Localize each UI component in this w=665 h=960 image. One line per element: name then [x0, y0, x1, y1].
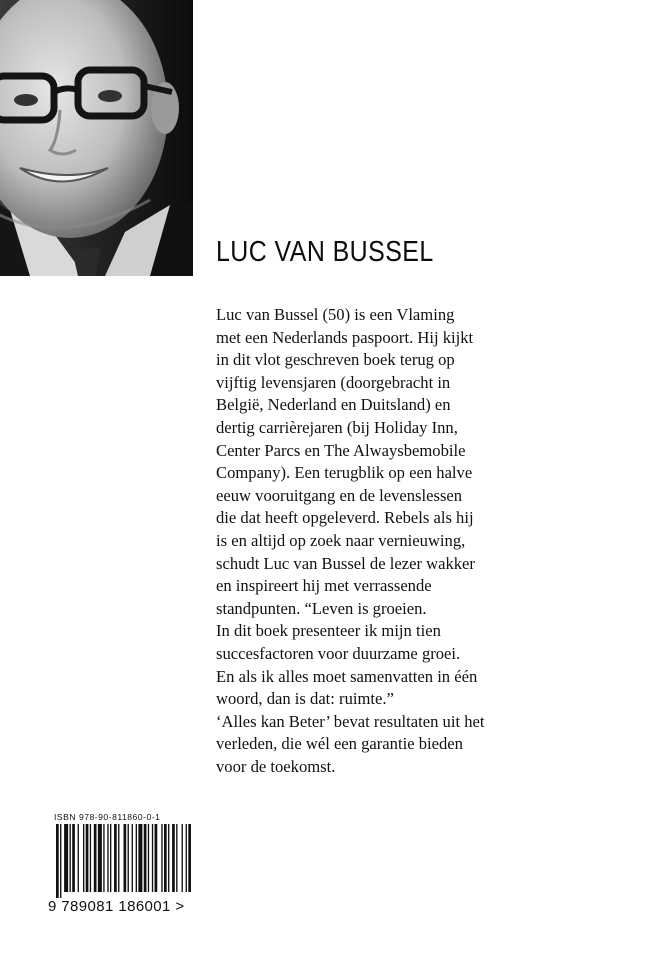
- barcode-bar: [152, 824, 153, 892]
- barcode-bar: [118, 824, 119, 892]
- bio-line: met een Nederlands paspoort. Hij kijkt: [216, 327, 474, 347]
- barcode-bar: [138, 824, 142, 892]
- barcode-bar: [148, 824, 149, 892]
- barcode-bar: [64, 824, 68, 892]
- barcode-icon: [46, 824, 196, 898]
- bio-line: En als ik alles moet samenvatten in één: [216, 666, 478, 686]
- bio-line: voor de toekomst.: [216, 756, 336, 776]
- bio-line: verleden, die wél een garantie bieden: [216, 734, 463, 754]
- bio-line: die dat heeft opgeleverd. Rebels als hij: [216, 508, 474, 528]
- barcode-bar: [172, 824, 175, 892]
- bio-line: en inspireert hij met verrassende: [216, 576, 432, 596]
- ean-digits: 9 789081 186001 >: [48, 898, 185, 915]
- barcode-bar: [136, 824, 137, 892]
- bio-line: eeuw vooruitgang en de levenslessen: [216, 485, 463, 505]
- barcode-bar: [56, 824, 59, 898]
- barcode-bar: [78, 824, 79, 892]
- barcode-bar: [72, 824, 75, 892]
- barcode-bar: [90, 824, 91, 892]
- barcode-bar: [168, 824, 169, 892]
- barcode-bar: [188, 824, 191, 892]
- barcode-bar: [110, 824, 111, 892]
- barcode-bar: [60, 824, 61, 898]
- barcode-bar: [86, 824, 89, 892]
- bio-line: Company). Een terugblik op een halve: [216, 463, 473, 483]
- bio-line: Luc van Bussel (50) is een Vlaming: [216, 305, 455, 324]
- author-name: LUC VAN BUSSEL: [216, 236, 434, 268]
- author-bio: [216, 304, 636, 778]
- barcode-bar: [176, 824, 177, 892]
- barcode-bar: [83, 824, 84, 892]
- barcode-bar: [70, 824, 71, 892]
- bio-line: is en altijd op zoek naar vernieuwing,: [216, 530, 466, 550]
- bio-line: ‘Alles kan Beter’ bevat resultaten uit het: [216, 711, 485, 731]
- bio-line: Center Parcs en The Alwaysbemobile: [216, 440, 466, 460]
- bio-line: succesfactoren voor duurzame groei.: [216, 643, 461, 663]
- barcode-bar: [128, 824, 129, 892]
- barcode-bar: [94, 824, 97, 892]
- barcode-bar: [186, 824, 187, 892]
- isbn-label: ISBN 978-90-811860-0-1: [54, 812, 161, 822]
- bio-line: in dit vlot geschreven boek terug op: [216, 350, 455, 370]
- bio-line: In dit boek presenteer ik mijn tien: [216, 621, 441, 641]
- barcode-bar: [107, 824, 108, 892]
- barcode-bar: [114, 824, 117, 892]
- barcode-bar: [161, 824, 162, 892]
- bio-line: standpunten. “Leven is groeien.: [216, 598, 427, 618]
- bio-line: vijftig levensjaren (doorgebracht in: [216, 372, 451, 392]
- barcode-bar: [124, 824, 127, 892]
- barcode-bar: [155, 824, 158, 892]
- barcode-bar: [164, 824, 167, 892]
- barcode-bar: [132, 824, 133, 892]
- bio-line: dertig carrièrejaren (bij Holiday Inn,: [216, 417, 458, 437]
- author-photo: [0, 0, 193, 276]
- barcode-bar: [144, 824, 147, 892]
- isbn-barcode: [46, 812, 196, 922]
- bio-line: België, Nederland en Duitsland) en: [216, 395, 451, 415]
- barcode-bar: [98, 824, 102, 892]
- author-portrait-icon: [0, 0, 193, 276]
- barcode-bar: [103, 824, 104, 892]
- bio-line: schudt Luc van Bussel de lezer wakker: [216, 553, 475, 573]
- barcode-bar: [182, 824, 183, 892]
- bio-line: woord, dan is dat: ruimte.”: [216, 689, 394, 709]
